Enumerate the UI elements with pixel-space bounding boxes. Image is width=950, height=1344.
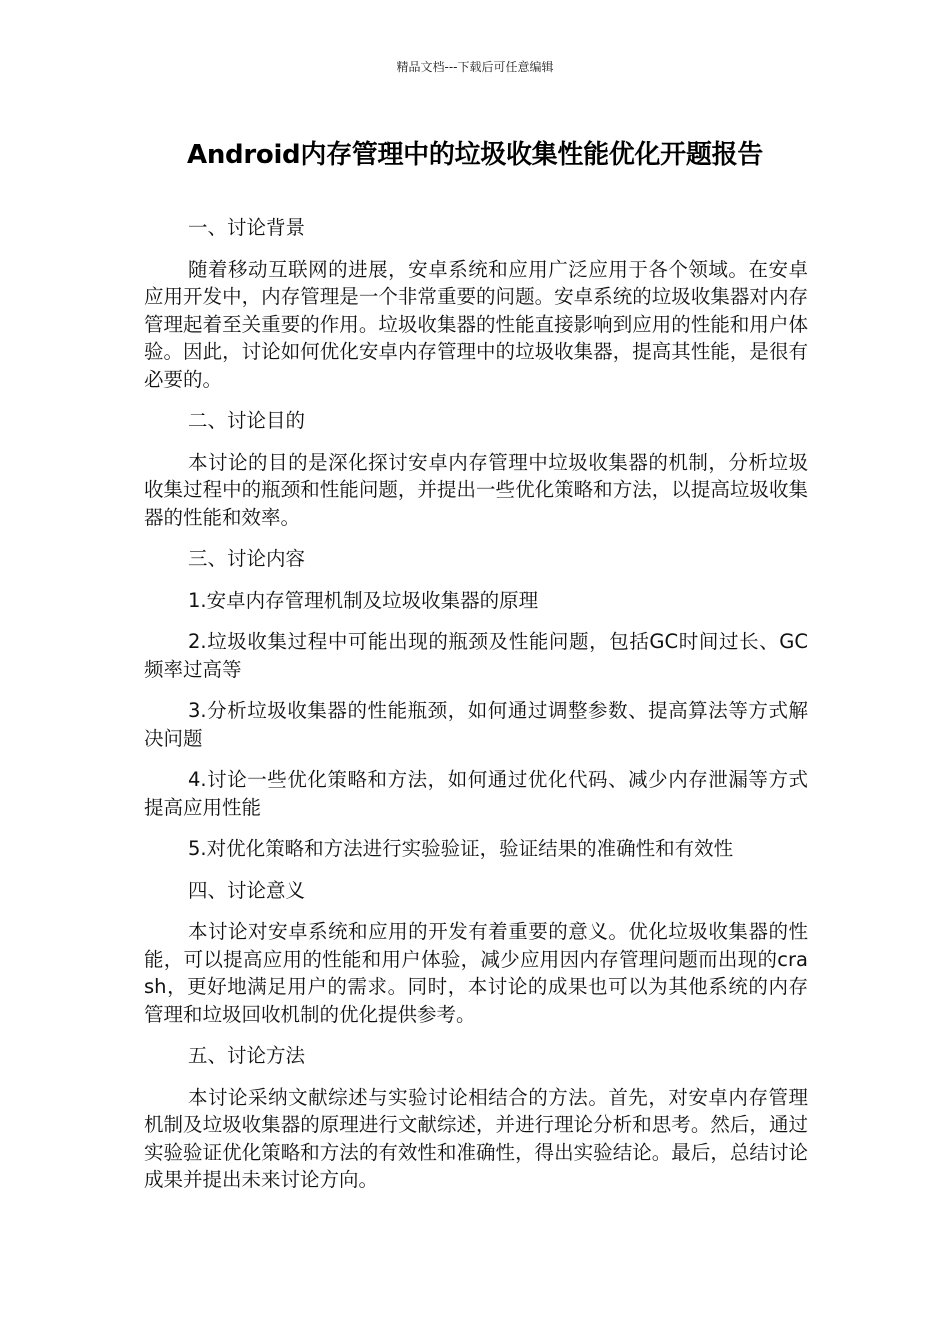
section-body-purpose: 本讨论的目的是深化探讨安卓内存管理中垃圾收集器的机制，分析垃圾收集过程中的瓶颈和性能问题，并提出一些优化策略和方法，以提高垃圾收集器的性能和效率。 (144, 450, 808, 529)
content-list-item: 2.垃圾收集过程中可能出现的瓶颈及性能问题，包括GC时间过长、GC频率过高等 (144, 630, 808, 681)
section-heading-significance: 四、讨论意义 (188, 878, 306, 902)
section-heading-purpose: 二、讨论目的 (188, 409, 306, 432)
section-heading-method: 五、讨论方法 (188, 1044, 306, 1067)
content-list-item: 5.对优化策略和方法进行实验验证，验证结果的准确性和有效性 (188, 837, 734, 860)
content-list-item: 1.安卓内存管理机制及垃圾收集器的原理 (188, 588, 539, 612)
content-list-item: 4.讨论一些优化策略和方法，如何通过优化代码、减少内存泄漏等方式提高应用性能 (144, 768, 808, 819)
section-body-background: 随着移动互联网的进展，安卓系统和应用广泛应用于各个领域。在安卓应用开发中，内存管理是一个非常重要的问题。安卓系统的垃圾收集器对内存管理起着至关重要的作用。垃圾收集器的性能直接影响到应用的性能和用户体验。因此，讨论如何优化安卓内存管理中的垃圾收集器，提高其性能，是很有必要的。 (144, 257, 808, 391)
section-heading-content: 三、讨论内容 (188, 547, 306, 570)
section-body-significance: 本讨论对安卓系统和应用的开发有着重要的意义。优化垃圾收集器的性能，可以提高应用的性能和用户体验，减少应用因内存管理问题而出现的crash，更好地满足用户的需求。同时，本讨论的成果也可以为其他系统的内存管理和垃圾回收机制的优化提供参考。 (144, 920, 808, 1026)
document-body (144, 214, 808, 1208)
section-heading-background: 一、讨论背景 (188, 216, 306, 239)
header-note: 精品文档---下载后可任意编辑 (396, 60, 554, 74)
section-body-method: 本讨论采纳文献综述与实验讨论相结合的方法。首先，对安卓内存管理机制及垃圾收集器的原理进行文献综述，并进行理论分析和思考。然后，通过实验验证优化策略和方法的有效性和准确性，得出实验结论。最后，总结讨论成果并提出未来讨论方向。 (144, 1085, 808, 1191)
content-list-item: 3.分析垃圾收集器的性能瓶颈，如何通过调整参数、提高算法等方式解决问题 (144, 699, 808, 750)
document-title: Android内存管理中的垃圾收集性能优化开题报告 (187, 140, 763, 170)
